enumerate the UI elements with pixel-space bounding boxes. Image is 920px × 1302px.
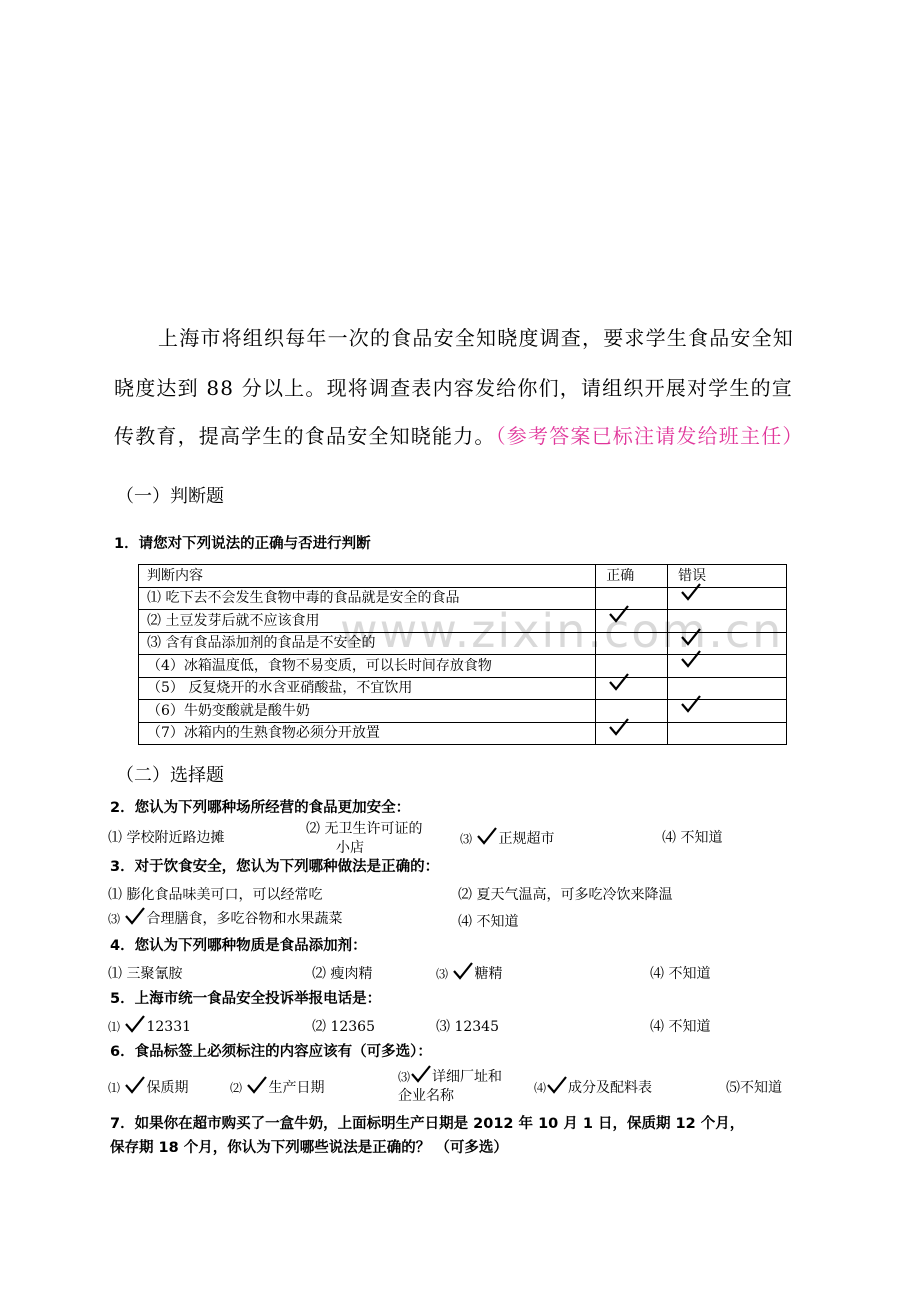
check-mark-icon	[452, 961, 474, 981]
statement-cell: （5） 反复烧开的水含亚硝酸盐，不宜饮用	[139, 677, 596, 700]
intro-line-3	[114, 420, 804, 449]
check-mark-icon	[124, 1075, 146, 1095]
table-row	[139, 700, 787, 723]
q6-option-2	[230, 1075, 324, 1097]
q6-option-3	[398, 1064, 502, 1106]
question-6: 6．食品标签上必须标注的内容应该有（可多选）：	[110, 1044, 432, 1060]
question-4: 4．您认为下列哪种物质是食品添加剂：	[110, 938, 367, 954]
question-5: 5．上海市统一食品安全投诉举报电话是：	[110, 991, 382, 1007]
q2-option-2-line2: 小店	[336, 840, 364, 856]
q2-option-3-label: 正规超市	[498, 831, 555, 847]
statement-cell: ⑵ 土豆发芽后就不应该食用	[139, 610, 596, 633]
q4-option-2: ⑵ 瘦肉精	[312, 966, 373, 982]
q3-option-3-label: 合理膳食，多吃谷物和水果蔬菜	[146, 911, 343, 927]
statement-cell: ⑴ 吃下去不会发生食物中毒的食品就是安全的食品	[139, 587, 596, 610]
q6-option-3-label-a: 详细厂址和	[432, 1069, 503, 1085]
table-row	[139, 587, 787, 610]
q2-option-2-line1: ⑵ 无卫生许可证的	[306, 821, 423, 837]
correct-cell	[596, 700, 668, 723]
q6-option-2-label: 生产日期	[268, 1080, 325, 1096]
q4-option-3	[436, 961, 502, 983]
q3-option-1: ⑴ 膨化食品味美可口，可以经常吃	[108, 887, 323, 903]
section1-title: （一）判断题	[116, 486, 224, 507]
q3-option-3-num: ⑶	[108, 912, 121, 926]
check-mark-icon	[608, 717, 630, 743]
q6-option-1-num: ⑴	[108, 1081, 121, 1095]
q3-option-3	[108, 906, 342, 928]
q4-option-3-label: 糖精	[474, 966, 503, 982]
correct-cell	[596, 610, 668, 633]
check-mark-icon	[410, 1064, 432, 1084]
correct-cell	[596, 677, 668, 700]
q5-option-1	[108, 1014, 191, 1035]
q5-option-2: ⑵ 12365	[312, 1019, 375, 1035]
q6-option-3-line1	[398, 1064, 502, 1087]
check-mark-icon	[546, 1075, 568, 1095]
check-mark-icon	[246, 1075, 268, 1095]
question-3: 3．对于饮食安全，您认为下列哪种做法是正确的：	[110, 859, 440, 875]
q3-option-4: ⑷ 不知道	[458, 914, 519, 930]
header-wrong: 错误	[668, 565, 787, 588]
statement-cell: （7）冰箱内的生熟食物必须分开放置	[139, 722, 596, 745]
intro-line-2: 晓度达到 88 分以上。现将调查表内容发给你们，请组织开展对学生的宣	[114, 376, 793, 400]
q6-option-2-num: ⑵	[230, 1081, 243, 1095]
q2-option-1: ⑴ 学校附近路边摊	[108, 830, 225, 846]
judgement-table	[138, 564, 787, 745]
correct-cell	[596, 632, 668, 655]
q5-option-4: ⑷ 不知道	[650, 1019, 711, 1035]
section2-title: （二）选择题	[116, 765, 224, 786]
header-content: 判断内容	[139, 565, 596, 588]
q5-option-1-num: ⑴	[108, 1020, 121, 1034]
question-7-line-1: 7．如果你在超市购买了一盒牛奶，上面标明生产日期是 2012 年 10 月 1 日，保质期 12 个月，	[110, 1116, 745, 1132]
q6-option-4	[534, 1075, 652, 1097]
statement-cell: ⑶ 含有食品添加剂的食品是不安全的	[139, 632, 596, 655]
q2-option-3	[460, 826, 554, 848]
correct-cell	[596, 587, 668, 610]
q4-option-3-num: ⑶	[436, 967, 449, 981]
q6-option-3-line2: 企业名称	[398, 1088, 454, 1104]
q6-option-4-label: 成分及配料表	[568, 1080, 653, 1096]
check-mark-icon	[608, 672, 630, 698]
table-row	[139, 655, 787, 678]
intro-line-3-text: 传教育，提高学生的食品安全知晓能力。	[114, 424, 496, 448]
q5-option-3: ⑶ 12345	[436, 1019, 499, 1035]
wrong-cell	[668, 587, 787, 610]
wrong-cell	[668, 722, 787, 745]
correct-cell	[596, 655, 668, 678]
intro-line-1: 上海市将组织每年一次的食品安全知晓度调查，要求学生食品安全知	[158, 326, 794, 350]
q4-option-4: ⑷ 不知道	[650, 966, 711, 982]
check-mark-icon	[680, 649, 702, 675]
q3-option-2: ⑵ 夏天气温高，可多吃冷饮来降温	[458, 887, 673, 903]
table-row	[139, 722, 787, 745]
header-correct: 正确	[596, 565, 668, 588]
check-mark-icon	[680, 582, 702, 608]
check-mark-icon	[680, 694, 702, 720]
wrong-cell	[668, 655, 787, 678]
correct-cell	[596, 722, 668, 745]
q6-option-4-num: ⑷	[534, 1081, 547, 1095]
q6-option-5: ⑸不知道	[726, 1080, 782, 1096]
q6-option-3-num: ⑶	[398, 1070, 411, 1084]
statement-cell: （4）冰箱温度低，食物不易变质，可以长时间存放食物	[139, 655, 596, 678]
q2-option-2	[306, 820, 422, 858]
check-mark-icon	[124, 1014, 146, 1034]
question-1: 1．请您对下列说法的正确与否进行判断	[114, 536, 371, 552]
q4-option-1: ⑴ 三聚氰胺	[108, 966, 183, 982]
q2-option-4: ⑷ 不知道	[662, 830, 723, 846]
question-2: 2．您认为下列哪种场所经营的食品更加安全：	[110, 800, 411, 816]
reference-note: （参考答案已标注请发给班主任）	[495, 424, 804, 448]
question-7-line-2: 保存期 18 个月，你认为下列哪些说法是正确的？ （可多选）	[110, 1140, 508, 1156]
check-mark-icon	[608, 604, 630, 630]
q2-option-3-num: ⑶	[460, 832, 473, 846]
q6-option-1	[108, 1075, 188, 1097]
q5-option-1-label: 12331	[146, 1019, 192, 1035]
q6-option-1-label: 保质期	[146, 1080, 189, 1096]
wrong-cell	[668, 700, 787, 723]
check-mark-icon	[476, 826, 498, 846]
check-mark-icon	[124, 906, 146, 926]
statement-cell: （6）牛奶变酸就是酸牛奶	[139, 700, 596, 723]
watermark: www.zixin.com.cn	[340, 604, 784, 658]
